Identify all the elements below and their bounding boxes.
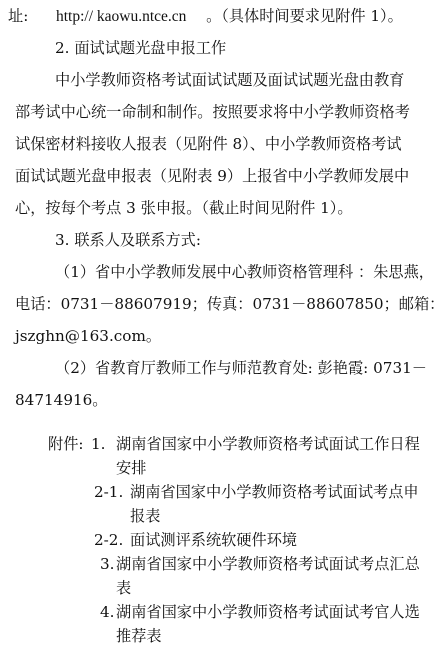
section2-line-2: 部考试中心统一命制和制作。按照要求将中小学教师资格考 [15,103,410,121]
url-text: http:// kaowu.ntce.cn [55,8,187,25]
attachment-1-line-1: 湖南省国家中小学教师资格考试面试工作日程 [116,435,420,453]
contact2-line-2: 84714916。 [15,391,108,409]
contact1-line-2: 电话：0731－88607919；传真：0731－88607850；邮箱： [15,295,445,313]
attachment-2-1-line-1: 湖南省国家中小学教师资格考试面试考点申 [130,483,419,501]
attachment-2-2-num: 2-2. [94,531,124,549]
contact1-email: jszghn@163.com。 [15,327,162,345]
section3-heading: 3. 联系人及联系方式: [55,231,201,249]
attachment-2-2-line-1: 面试测评系统软硬件环境 [130,531,298,549]
attachment-3-line-2: 表 [116,579,132,597]
attachment-1-num: 1. [91,435,106,453]
contact2-line-1: （2）省教育厅教师工作与师范教育处: 彭艳霞: 0731－ [55,359,427,377]
attachment-3-num: 3. [100,555,115,573]
address-prefix: 址: [8,7,29,25]
address-line [8,6,403,27]
address-suffix: 。（具体时间要求见附件 1）。 [206,7,403,25]
contact1-line-1: （1）省中小学教师发展中心教师资格管理科 ：朱思燕， [55,263,434,281]
attachment-1-line-2: 安排 [116,459,147,477]
section2-line-5: 心，按每个考点 3 张申报。（截止时间见附件 1）。 [15,199,353,217]
attachment-4-line-2: 推荐表 [116,627,162,645]
attachment-2-1-line-2: 报表 [130,507,161,525]
attachment-2-1-num: 2-1. [94,483,124,501]
attachment-4-line-1: 湖南省国家中小学教师资格考试面试考官人选 [116,603,420,621]
attachment-4-num: 4. [100,603,115,621]
section2-line-3: 试保密材料接收人报表（见附件 8）、中小学教师资格考试 [15,135,402,153]
section2-heading: 2. 面试试题光盘申报工作 [55,39,227,57]
attachment-3-line-1: 湖南省国家中小学教师资格考试面试考点汇总 [116,555,420,573]
attachments-label: 附件: [48,435,84,453]
section2-line-1: 中小学教师资格考试面试试题及面试试题光盘由教育 [55,71,405,89]
section2-line-4: 面试试题光盘申报表（见附表 9）上报省中小学教师发展中 [15,167,410,185]
